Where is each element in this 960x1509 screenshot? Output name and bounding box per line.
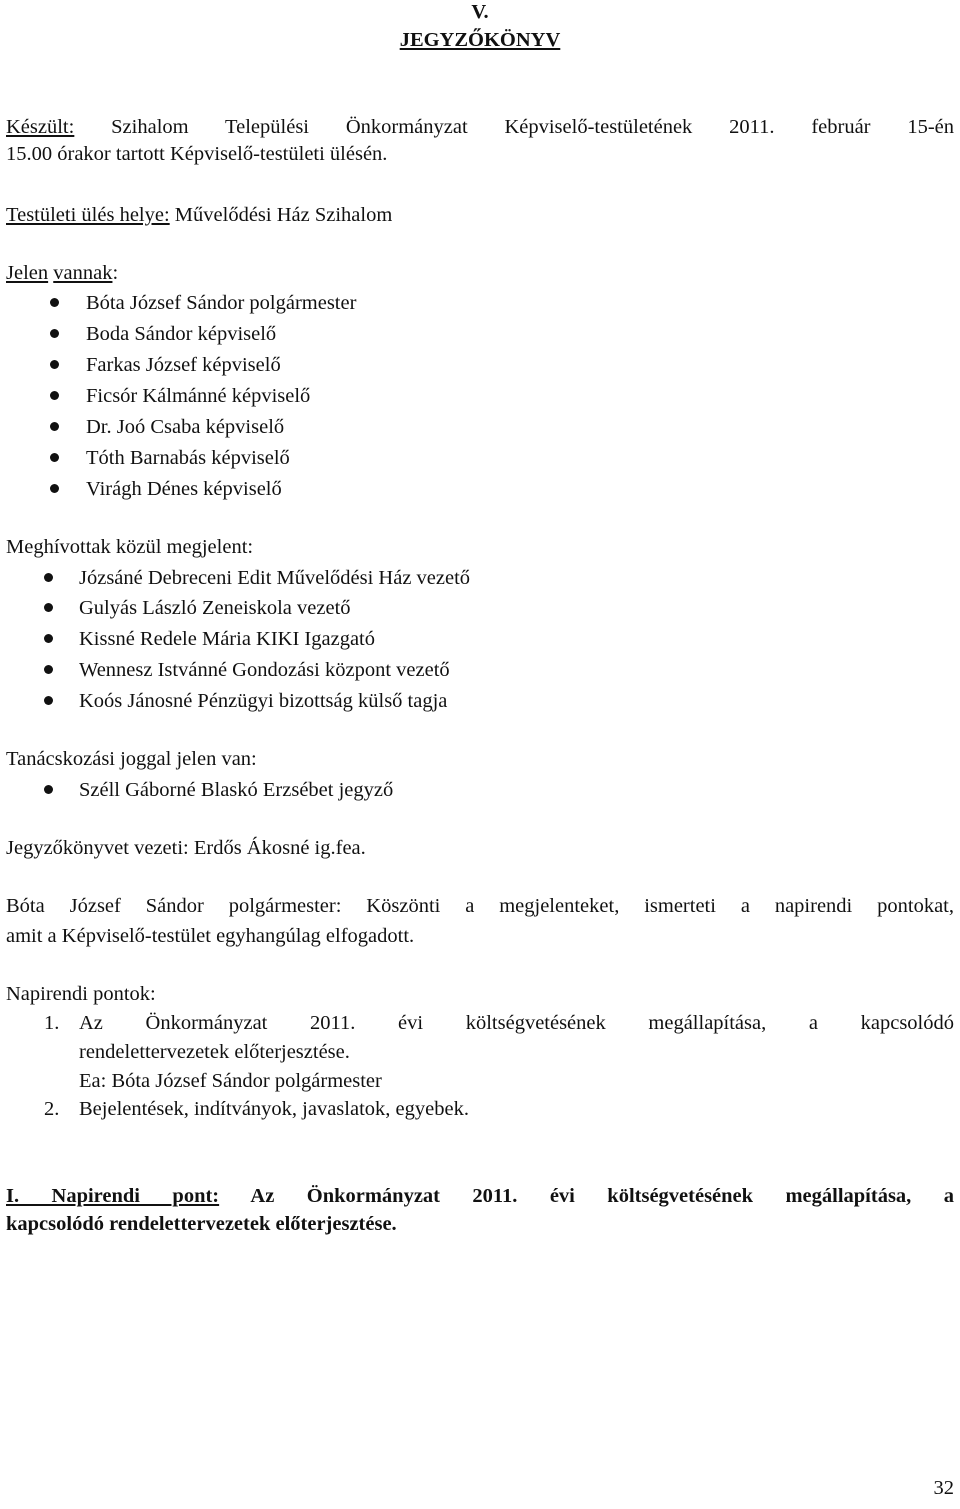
location-label: Testületi ülés helye: bbox=[6, 204, 170, 226]
member-item: Virágh Dénes képviselő bbox=[86, 478, 282, 500]
intro-line-1 bbox=[6, 117, 954, 138]
intro-line-2: 15.00 órakor tartott Képviselő-testületi ülésén. bbox=[6, 143, 388, 165]
member-item: Boda Sándor képviselő bbox=[86, 323, 277, 345]
page-number: 32 bbox=[933, 1477, 954, 1499]
invited-label: Meghívottak közül megjelent: bbox=[6, 536, 254, 558]
opening-line-1: Bóta József Sándor polgármester: Köszönti a megjelenteket, ismerteti a napirendi pontokat, bbox=[6, 895, 954, 917]
bullet-icon bbox=[44, 785, 53, 794]
section-1-heading-line-2: kapcsolódó rendelettervezetek előterjesztése. bbox=[6, 1213, 397, 1235]
bullet-icon bbox=[50, 329, 59, 338]
bullet-icon bbox=[44, 696, 53, 705]
invited-item: Józsáné Debreceni Edit Művelődési Ház vezető bbox=[79, 567, 471, 589]
intro-text: Szihalom Települési Önkormányzat Képviselő-testületének 2011. február 15-én bbox=[111, 116, 954, 138]
agenda-item-1-presenter: Ea: Bóta József Sándor polgármester bbox=[79, 1070, 382, 1092]
member-item: Tóth Barnabás képviselő bbox=[86, 447, 290, 469]
bullet-icon bbox=[50, 360, 59, 369]
invited-item: Koós Jánosné Pénzügyi bizottság külső tagja bbox=[79, 690, 448, 712]
document-roman-numeral: V. bbox=[471, 1, 489, 23]
advisory-item: Széll Gáborné Blaskó Erzsébet jegyző bbox=[79, 779, 394, 801]
bullet-icon bbox=[50, 391, 59, 400]
bullet-icon bbox=[50, 298, 59, 307]
bullet-icon bbox=[44, 603, 53, 612]
agenda-item-2-line-1: Bejelentések, indítványok, javaslatok, egyebek. bbox=[79, 1098, 469, 1120]
bullet-icon bbox=[50, 453, 59, 462]
member-item: Farkas József képviselő bbox=[86, 354, 281, 376]
invited-item: Wennesz Istvánné Gondozási központ vezető bbox=[79, 659, 450, 681]
invited-item: Kissné Redele Mária KIKI Igazgató bbox=[79, 628, 375, 650]
section-1-heading-line-1 bbox=[6, 1186, 954, 1207]
intro-label: Készült: bbox=[6, 116, 75, 138]
minutes-taker-line: Jegyzőkönyvet vezeti: Erdős Ákosné ig.fea. bbox=[6, 837, 366, 859]
section-1-text: Az Önkormányzat 2011. évi költségvetésének megállapítása, a bbox=[250, 1185, 954, 1207]
present-label: Jelen vannak: bbox=[6, 262, 119, 284]
bullet-icon bbox=[44, 634, 53, 643]
member-item: Dr. Joó Csaba képviselő bbox=[86, 416, 285, 438]
agenda-item-1-line-2: rendelettervezetek előterjesztése. bbox=[79, 1041, 350, 1063]
advisory-label: Tanácskozási joggal jelen van: bbox=[6, 748, 257, 770]
opening-line-2: amit a Képviselő-testület egyhangúlag elfogadott. bbox=[6, 925, 415, 947]
section-1-label: I. Napirendi pont: bbox=[6, 1185, 220, 1207]
member-item: Ficsór Kálmánné képviselő bbox=[86, 385, 311, 407]
bullet-icon bbox=[50, 422, 59, 431]
location-line bbox=[6, 205, 392, 226]
bullet-icon bbox=[44, 665, 53, 674]
member-item: Bóta József Sándor polgármester bbox=[86, 292, 357, 314]
invited-item: Gulyás László Zeneiskola vezető bbox=[79, 597, 351, 619]
agenda-item-number: 2. bbox=[44, 1098, 60, 1120]
agenda-item-1-line-1: Az Önkormányzat 2011. évi költségvetésének megállapítása, a kapcsolódó bbox=[79, 1012, 954, 1034]
agenda-label: Napirendi pontok: bbox=[6, 983, 156, 1005]
bullet-icon bbox=[44, 573, 53, 582]
bullet-icon bbox=[50, 484, 59, 493]
agenda-item-number: 1. bbox=[44, 1012, 60, 1034]
location-value: Művelődési Ház Szihalom bbox=[174, 204, 393, 226]
document-title: JEGYZŐKÖNYV bbox=[399, 29, 561, 51]
